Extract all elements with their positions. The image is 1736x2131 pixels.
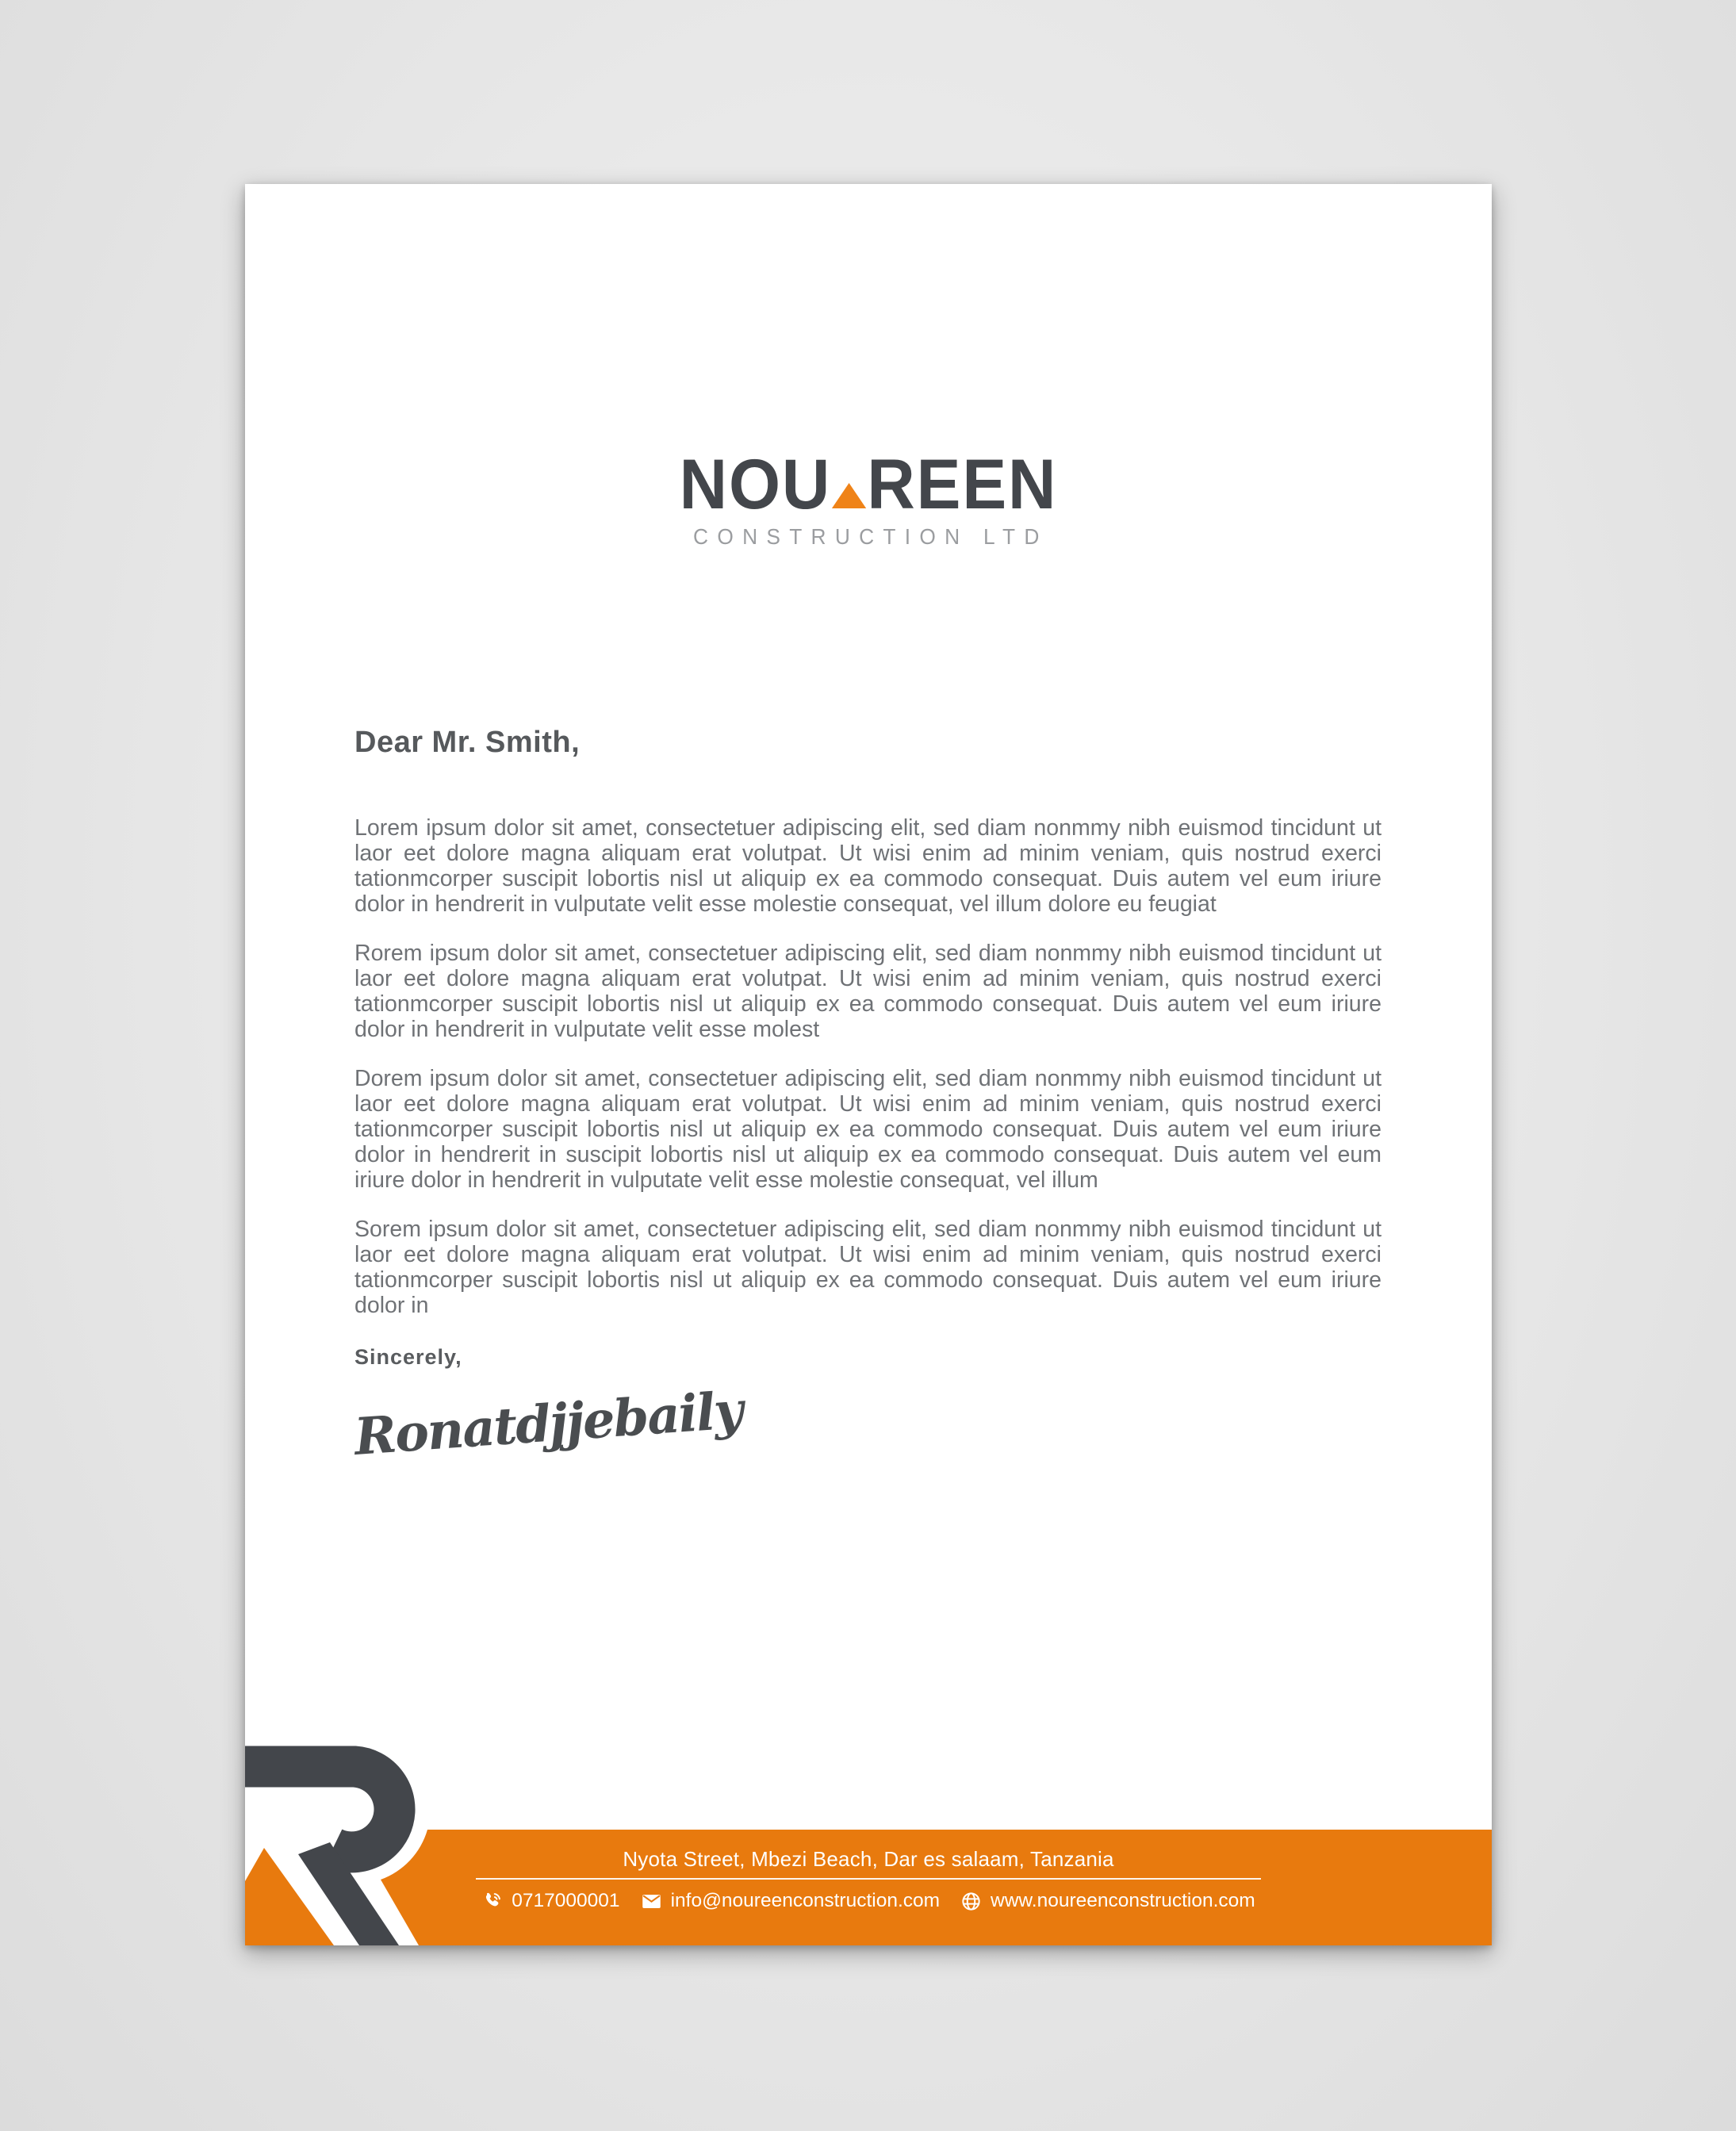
letter-paragraph-4: Sorem ipsum dolor sit amet, consectetuer adipiscing elit, sed diam nonmmy nibh euismod tincidunt ut laor eet dolore magna aliquam erat volutpat. Ut wisi enim ad minim veniam, quis nostrud exerci tationmcorper suscipit lobortis nisl ut aliquip ex ea commodo consequat. Duis autem vel eum iriure dolor in [354, 1217, 1382, 1318]
salutation: Dear Mr. Smith, [354, 726, 581, 759]
phone-icon [481, 1891, 503, 1912]
footer-phone: 0717000001 [512, 1890, 620, 1911]
footer-bar [245, 1830, 1492, 1945]
footer-email-item [641, 1890, 940, 1912]
footer-contact-row [481, 1890, 1255, 1912]
footer-website-item [960, 1890, 1255, 1912]
letter-paragraph-2: Rorem ipsum dolor sit amet, consectetuer adipiscing elit, sed diam nonmmy nibh euismod tincidunt ut laor eet dolore magna aliquam erat volutpat. Ut wisi enim ad minim veniam, quis nostrud exerci tationmcorper suscipit lobortis nisl ut aliquip ex ea commodo consequat. Duis autem vel eum iriure dolor in hendrerit in vulputate velit esse molest [354, 941, 1382, 1042]
footer-email: info@noureenconstruction.com [670, 1890, 941, 1911]
logo-wordmark [679, 444, 1058, 523]
logo-triangle-icon [832, 483, 866, 508]
closing: Sincerely, [354, 1345, 462, 1369]
logo-word-left: NOU [679, 444, 832, 523]
footer-phone-item [481, 1890, 619, 1912]
footer-website: www.noureenconstruction.com [991, 1890, 1255, 1911]
footer-divider [476, 1878, 1261, 1880]
email-icon [641, 1891, 662, 1912]
logo-word-right: REEN [867, 444, 1058, 523]
globe-icon [960, 1891, 982, 1912]
signature: Ronatdjjebaily [352, 1380, 744, 1467]
logo-tagline: CONSTRUCTION LTD [693, 524, 1048, 549]
footer-address: Nyota Street, Mbezi Beach, Dar es salaam, Tanzania [623, 1847, 1114, 1871]
letter-body [354, 725, 1382, 1467]
letter-paragraph-1: Lorem ipsum dolor sit amet, consectetuer adipiscing elit, sed diam nonmmy nibh euismod tincidunt ut laor eet dolore magna aliquam erat volutpat. Ut wisi enim ad minim veniam, quis nostrud exerci tationmcorper suscipit lobortis nisl ut aliquip ex ea commodo consequat. Duis autem vel eum iriure dolor in hendrerit in vulputate velit esse molestie consequat, vel illum dolore eu feugiat [354, 815, 1382, 917]
letter-paragraph-3: Dorem ipsum dolor sit amet, consectetuer adipiscing elit, sed diam nonmmy nibh euismod tincidunt ut laor eet dolore magna aliquam erat volutpat. Ut wisi enim ad minim veniam, quis nostrud exerci tationmcorper suscipit lobortis nisl ut aliquip ex ea commodo consequat. Duis autem vel eum iriure dolor in hendrerit in suscipit lobortis nisl ut aliquip ex ea commodo consequat. Duis autem vel eum iriure dolor in hendrerit in vulputate velit esse molestie consequat, vel illum [354, 1066, 1382, 1193]
company-logo [282, 444, 1454, 550]
letter-document [245, 184, 1492, 1945]
